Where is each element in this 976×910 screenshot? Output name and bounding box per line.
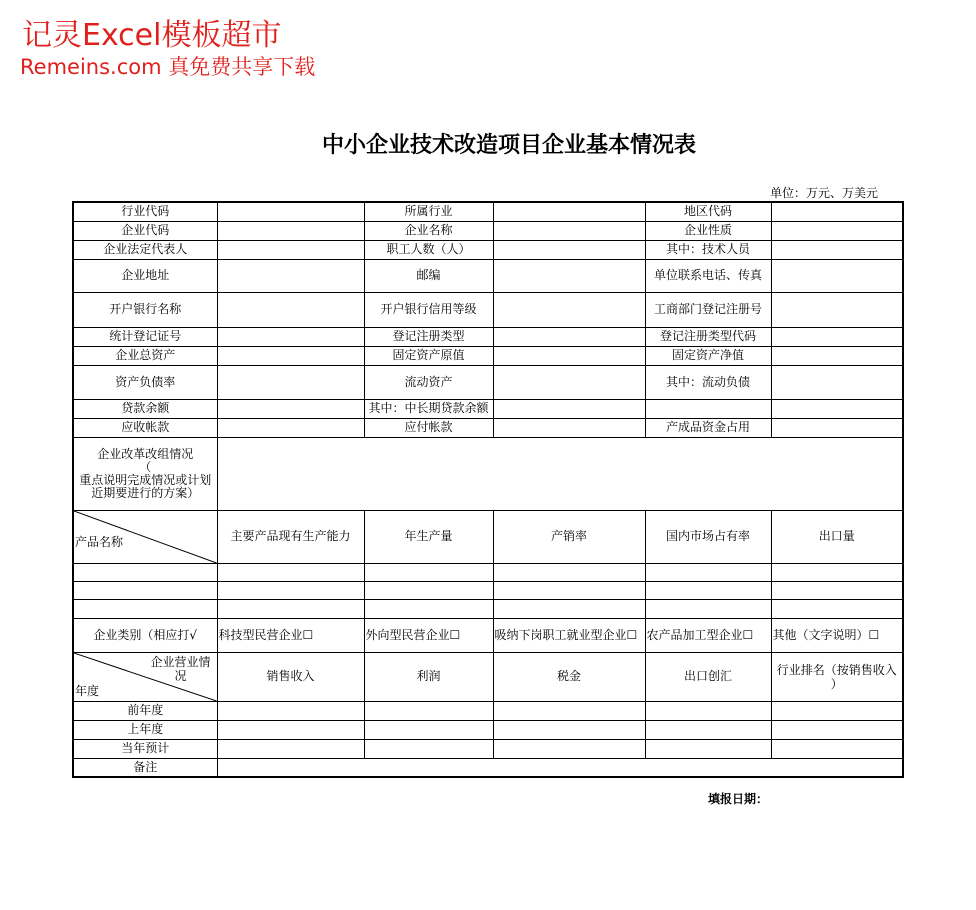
- product-cell[interactable]: [645, 599, 771, 618]
- option-agri-processing[interactable]: 农产品加工型企业☐: [645, 618, 771, 652]
- rank-line-2: ）: [830, 676, 843, 691]
- product-cell[interactable]: [771, 599, 903, 618]
- business-cell[interactable]: [493, 701, 645, 720]
- business-cell[interactable]: [771, 701, 903, 720]
- table-row: [73, 701, 903, 720]
- cell-empty-a[interactable]: [645, 399, 771, 418]
- label-phone-fax: 单位联系电话、传真: [645, 259, 771, 292]
- product-cell[interactable]: [364, 563, 493, 581]
- label-current-assets: 流动资产: [364, 365, 493, 399]
- label-current-liab: 其中：流动负债: [645, 365, 771, 399]
- business-cell[interactable]: [364, 701, 493, 720]
- cell-bank-credit[interactable]: [493, 292, 645, 327]
- table-row: [73, 599, 903, 618]
- cell-enterprise-name[interactable]: [493, 221, 645, 240]
- product-cell[interactable]: [645, 581, 771, 599]
- label-total-assets: 企业总资产: [73, 346, 217, 365]
- header-annual-output: 年生产量: [364, 510, 493, 563]
- reform-line-3: 重点说明完成情况或计划: [79, 472, 212, 487]
- row-address: [73, 259, 903, 292]
- cell-empty-b[interactable]: [771, 399, 903, 418]
- cell-long-loan[interactable]: [493, 399, 645, 418]
- business-cell[interactable]: [364, 739, 493, 758]
- product-cell[interactable]: [645, 563, 771, 581]
- cell-region-code[interactable]: [771, 202, 903, 221]
- product-cell[interactable]: [493, 563, 645, 581]
- product-cell[interactable]: [73, 563, 217, 581]
- row-reform: [73, 437, 903, 510]
- option-reemployment[interactable]: 吸纳下岗职工就业型企业☐: [493, 618, 645, 652]
- label-staff-count: 职工人数（人）: [364, 240, 493, 259]
- cell-reg-type[interactable]: [493, 327, 645, 346]
- row-receivable: [73, 418, 903, 437]
- cell-reg-type-code[interactable]: [771, 327, 903, 346]
- header-market-share: 国内市场占有率: [645, 510, 771, 563]
- product-corner: [73, 510, 217, 563]
- cell-address[interactable]: [217, 259, 364, 292]
- cell-enterprise-nature[interactable]: [771, 221, 903, 240]
- label-industry-code: 行业代码: [73, 202, 217, 221]
- reform-line-1: 企业改革改组情况: [97, 446, 194, 461]
- row-category: [73, 618, 903, 652]
- label-remark: 备注: [73, 758, 217, 777]
- label-tech-staff: 其中：技术人员: [645, 240, 771, 259]
- label-reg-type-code: 登记注册类型代码: [645, 327, 771, 346]
- label-loan-balance: 贷款余额: [73, 399, 217, 418]
- cell-remark[interactable]: [217, 758, 903, 777]
- business-cell[interactable]: [493, 739, 645, 758]
- product-cell[interactable]: [217, 581, 364, 599]
- label-stat-no: 统计登记证号: [73, 327, 217, 346]
- table-row: [73, 563, 903, 581]
- label-enterprise-code: 企业代码: [73, 221, 217, 240]
- header-profit: 利润: [364, 652, 493, 701]
- cell-legal-rep[interactable]: [217, 240, 364, 259]
- business-cell[interactable]: [364, 720, 493, 739]
- cell-stat-no[interactable]: [217, 327, 364, 346]
- cell-industry-code[interactable]: [217, 202, 364, 221]
- cell-fixed-original[interactable]: [493, 346, 645, 365]
- row-enterprise: [73, 221, 903, 240]
- business-cell[interactable]: [645, 739, 771, 758]
- cell-bank-name[interactable]: [217, 292, 364, 327]
- cell-registration-no[interactable]: [771, 292, 903, 327]
- business-cell[interactable]: [645, 720, 771, 739]
- table-row: [73, 720, 903, 739]
- cell-tech-staff[interactable]: [771, 240, 903, 259]
- option-export-private[interactable]: 外向型民营企业☐: [364, 618, 493, 652]
- label-registration-no: 工商部门登记注册号: [645, 292, 771, 327]
- cell-fixed-net[interactable]: [771, 346, 903, 365]
- cell-industry[interactable]: [493, 202, 645, 221]
- year-label: 年度: [75, 683, 100, 698]
- cell-loan-balance[interactable]: [217, 399, 364, 418]
- label-fixed-net: 固定资产净值: [645, 346, 771, 365]
- label-bank-name: 开户银行名称: [73, 292, 217, 327]
- year-prev2: 前年度: [73, 701, 217, 720]
- label-debt-ratio: 资产负债率: [73, 365, 217, 399]
- business-cell[interactable]: [771, 739, 903, 758]
- business-cell[interactable]: [217, 720, 364, 739]
- row-loan: [73, 399, 903, 418]
- business-cell[interactable]: [217, 701, 364, 720]
- cell-total-assets[interactable]: [217, 346, 364, 365]
- row-representative: [73, 240, 903, 259]
- product-cell[interactable]: [73, 599, 217, 618]
- business-status-label: [150, 655, 210, 683]
- label-address: 企业地址: [73, 259, 217, 292]
- cell-receivable[interactable]: [217, 418, 364, 437]
- business-status-line-2: 况: [174, 668, 187, 683]
- page-title: 中小企业技术改造项目企业基本情况表: [322, 132, 697, 158]
- rank-line-1: 行业排名（按销售收入: [776, 662, 897, 677]
- cell-current-liab[interactable]: [771, 365, 903, 399]
- row-product-header: [73, 510, 903, 563]
- watermark-title: 记灵Excel模板超市: [22, 18, 282, 53]
- product-cell[interactable]: [364, 599, 493, 618]
- row-business-header: [73, 652, 903, 701]
- header-tax: 税金: [493, 652, 645, 701]
- cell-phone-fax[interactable]: [771, 259, 903, 292]
- label-reg-type: 登记注册类型: [364, 327, 493, 346]
- header-sales: 销售收入: [217, 652, 364, 701]
- product-cell[interactable]: [771, 563, 903, 581]
- header-export-volume: 出口量: [771, 510, 903, 563]
- business-corner: [73, 652, 217, 701]
- cell-reform[interactable]: [217, 437, 903, 510]
- reform-line-2: （: [139, 459, 152, 474]
- business-cell[interactable]: [771, 720, 903, 739]
- label-industry: 所属行业: [364, 202, 493, 221]
- label-enterprise-nature: 企业性质: [645, 221, 771, 240]
- product-name-label: 产品名称: [75, 534, 124, 549]
- row-statistics: [73, 327, 903, 346]
- label-legal-rep: 企业法定代表人: [73, 240, 217, 259]
- label-fixed-original: 固定资产原值: [364, 346, 493, 365]
- cell-staff-count[interactable]: [493, 240, 645, 259]
- cell-payable[interactable]: [493, 418, 645, 437]
- business-cell[interactable]: [493, 720, 645, 739]
- row-bank: [73, 292, 903, 327]
- cell-enterprise-code[interactable]: [217, 221, 364, 240]
- product-cell[interactable]: [217, 563, 364, 581]
- product-cell[interactable]: [493, 581, 645, 599]
- business-cell[interactable]: [645, 701, 771, 720]
- enterprise-info-table: [72, 201, 904, 778]
- product-cell[interactable]: [73, 581, 217, 599]
- header-industry-rank: [771, 652, 903, 701]
- product-cell[interactable]: [217, 599, 364, 618]
- label-reform: [73, 437, 217, 510]
- label-receivable: 应收帐款: [73, 418, 217, 437]
- business-cell[interactable]: [217, 739, 364, 758]
- option-tech-private[interactable]: 科技型民营企业☐: [217, 618, 364, 652]
- reform-line-4: 近期要进行的方案）: [91, 485, 200, 500]
- year-current: 当年预计: [73, 739, 217, 758]
- label-category: 企业类别（相应打√: [73, 618, 217, 652]
- cell-finished-goods[interactable]: [771, 418, 903, 437]
- row-assets: [73, 346, 903, 365]
- label-postcode: 邮编: [364, 259, 493, 292]
- row-industry: [73, 202, 903, 221]
- product-cell[interactable]: [364, 581, 493, 599]
- product-cell[interactable]: [493, 599, 645, 618]
- table-row: [73, 739, 903, 758]
- watermark-subtitle: Remeins.com 真免费共享下载: [20, 55, 316, 79]
- option-other[interactable]: 其他（文字说明）☐: [771, 618, 903, 652]
- label-payable: 应付帐款: [364, 418, 493, 437]
- label-region-code: 地区代码: [645, 202, 771, 221]
- header-sales-rate: 产销率: [493, 510, 645, 563]
- label-long-loan: 其中：中长期贷款余额: [364, 399, 493, 418]
- fill-date-label: 填报日期：: [708, 792, 769, 806]
- business-status-line-1: 企业营业情: [150, 654, 211, 669]
- cell-debt-ratio[interactable]: [217, 365, 364, 399]
- row-remark: [73, 758, 903, 777]
- table-row: [73, 581, 903, 599]
- header-export-earnings: 出口创汇: [645, 652, 771, 701]
- cell-current-assets[interactable]: [493, 365, 645, 399]
- header-capacity: 主要产品现有生产能力: [217, 510, 364, 563]
- row-liability: [73, 365, 903, 399]
- year-prev1: 上年度: [73, 720, 217, 739]
- label-finished-goods: 产成品资金占用: [645, 418, 771, 437]
- label-bank-credit: 开户银行信用等级: [364, 292, 493, 327]
- product-cell[interactable]: [771, 581, 903, 599]
- cell-postcode[interactable]: [493, 259, 645, 292]
- label-enterprise-name: 企业名称: [364, 221, 493, 240]
- unit-label: 单位：万元、万美元: [770, 186, 879, 200]
